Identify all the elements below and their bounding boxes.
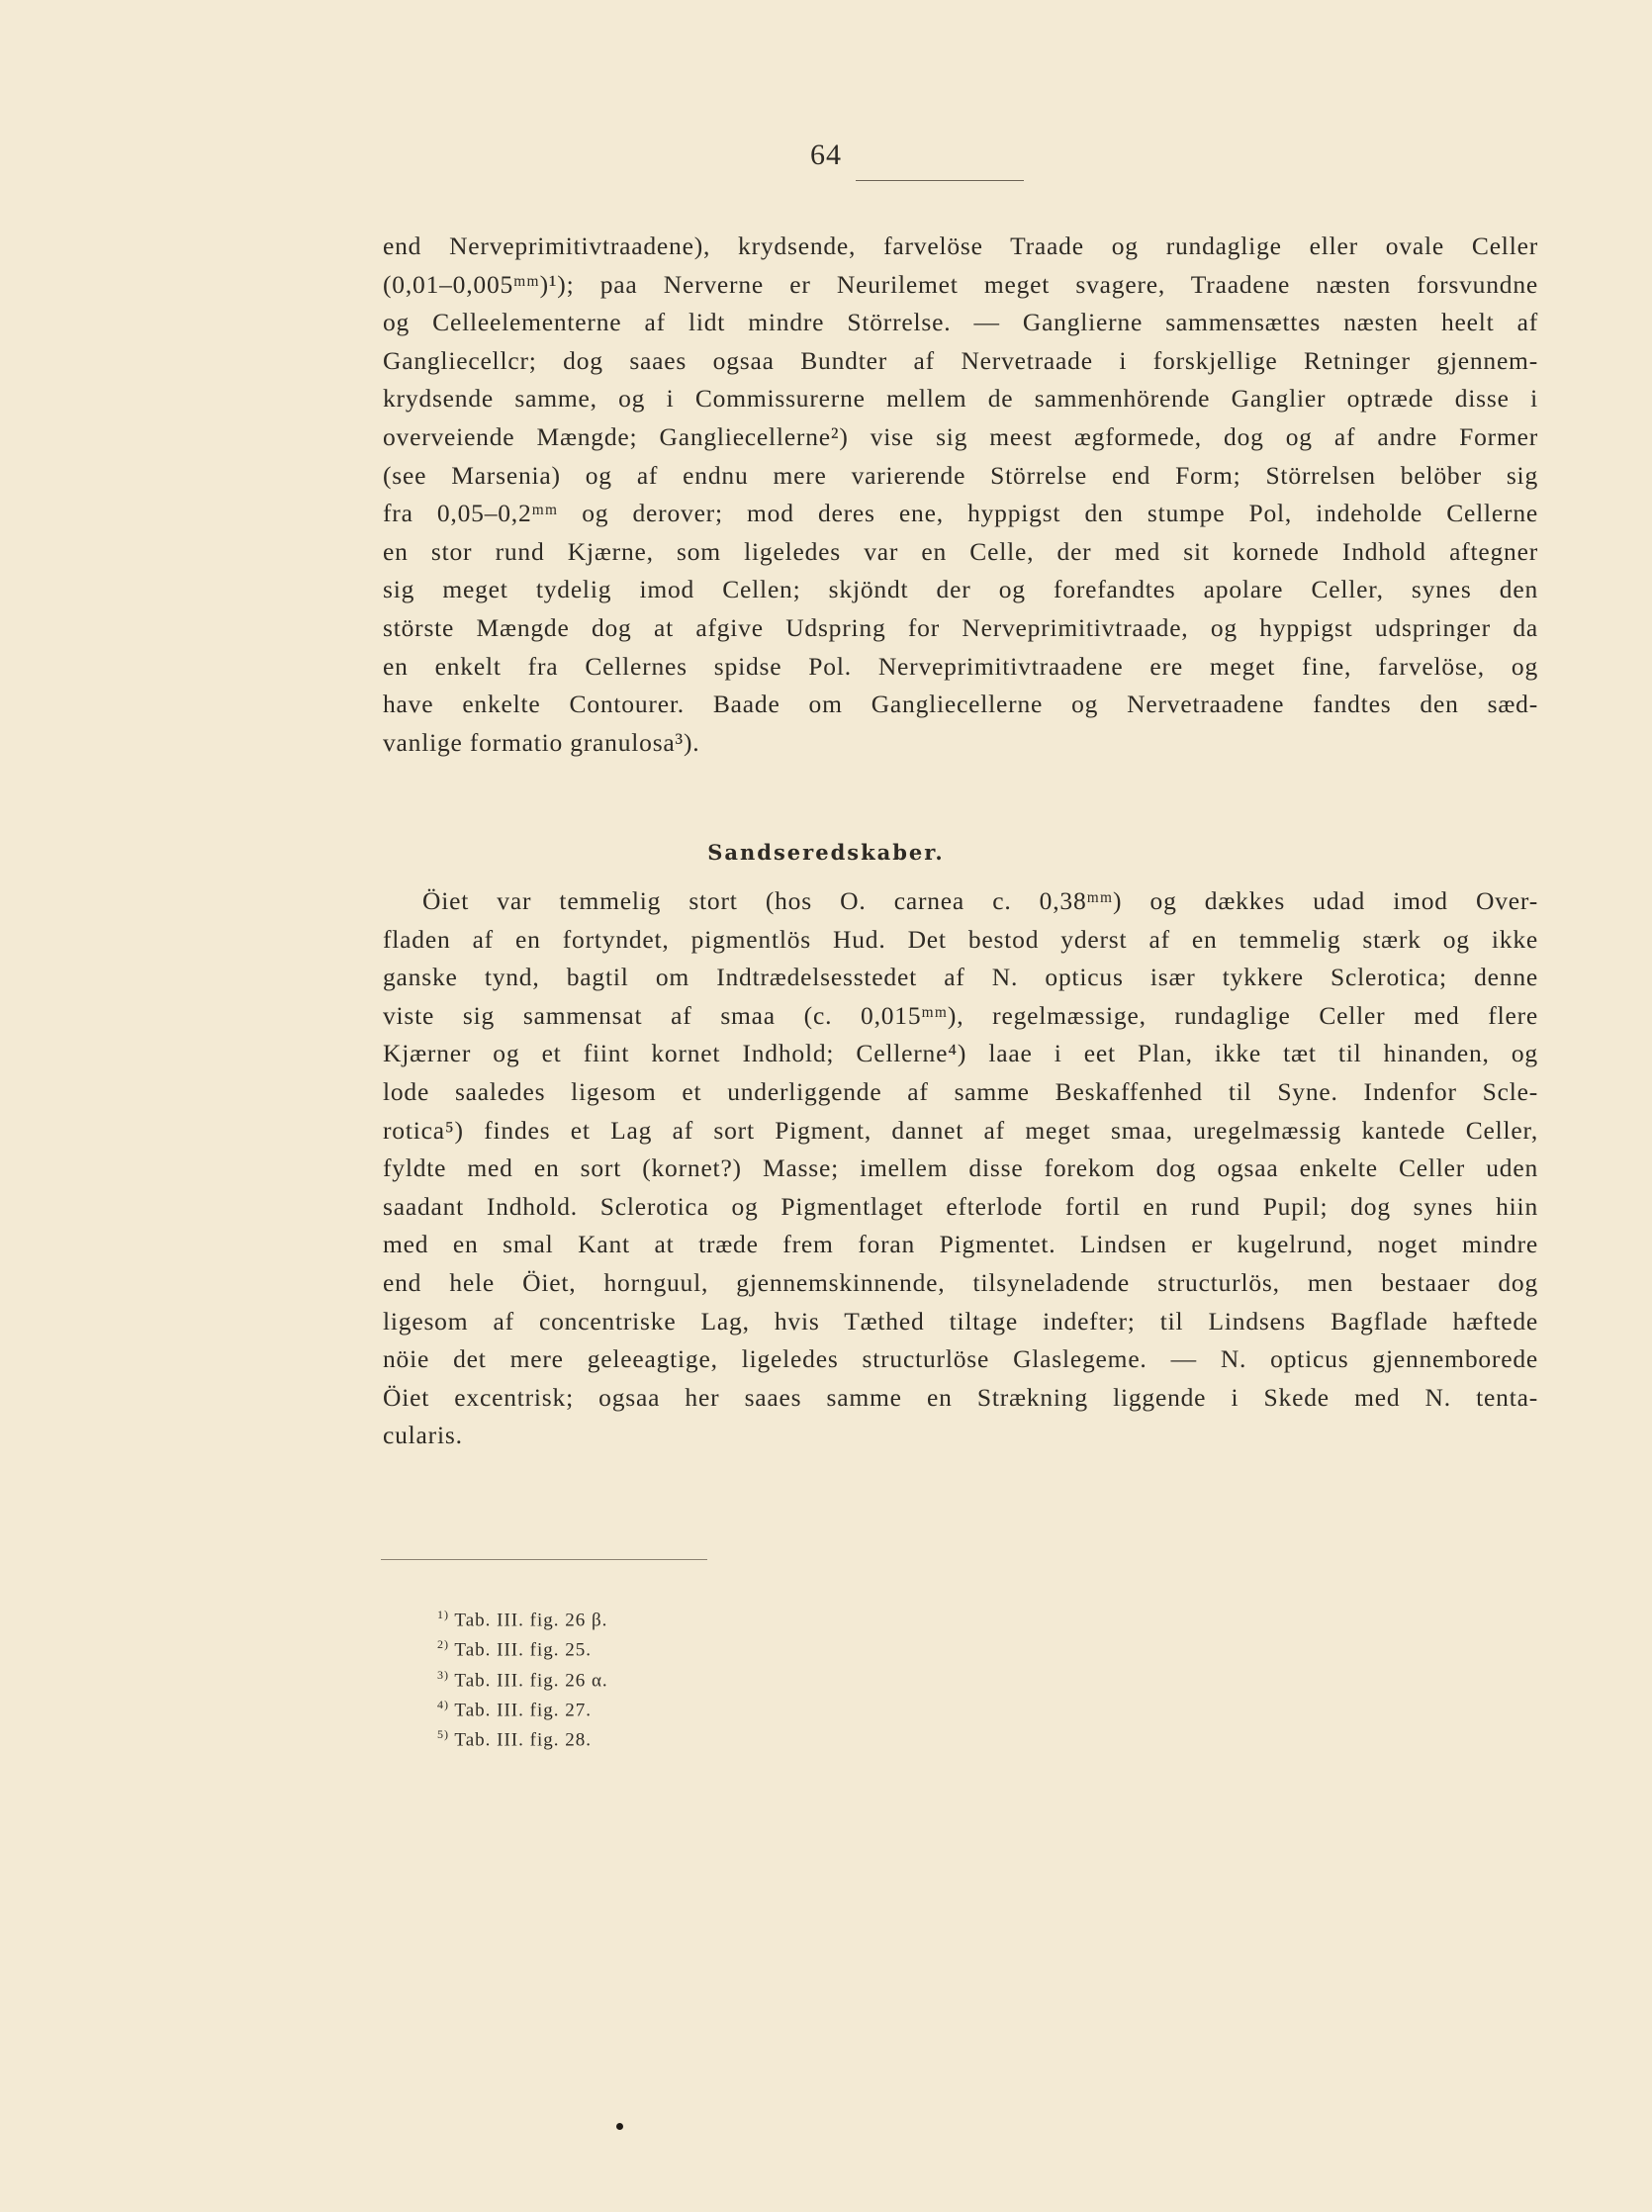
text-line: viste sig sammensat af smaa (c. 0,015ᵐᵐ), regelmæssige, rundaglige Celler med flere xyxy=(383,1000,1538,1030)
footnote-rule xyxy=(381,1559,707,1560)
text-line: end hele Öiet, hornguul, gjennemskinnende, tilsyneladende structurlös, men bestaaer dog xyxy=(383,1267,1538,1297)
footnote-text: Tab. III. fig. 26 α. xyxy=(454,1669,608,1691)
text-line: cularis. xyxy=(383,1421,463,1450)
footnote-mark: 1) xyxy=(437,1608,449,1621)
text-line: fyldte med en sort (kornet?) Masse; imellem disse forekom dog ogsaa enkelte Celler uden xyxy=(383,1153,1538,1183)
footnote xyxy=(437,1632,608,1662)
text-line: störste Mængde dog at afgive Udspring for Nerveprimitivtraade, og hyppigst udspringer da xyxy=(383,612,1538,642)
paragraph-sense-organs xyxy=(383,882,1538,1455)
text-line: nöie det mere geleeagtige, ligeledes structurlöse Glaslegeme. — N. opticus gjennemborede xyxy=(383,1344,1538,1374)
text-line: rotica⁵) findes et Lag af sort Pigment, dannet af meget smaa, uregelmæssig kantede Celler, xyxy=(383,1115,1538,1145)
footnotes xyxy=(437,1603,608,1753)
text-line: med en smal Kant at træde frem foran Pigmentet. Lindsen er kugelrund, noget mindre xyxy=(383,1230,1538,1259)
footnote xyxy=(437,1722,608,1752)
text-line: vanlige formatio granulosa³). xyxy=(383,727,700,757)
footnote-mark: 4) xyxy=(437,1697,449,1711)
text-line: sig meget tydelig imod Cellen; skjöndt der og forefandtes apolare Celler, synes den xyxy=(383,575,1538,604)
ink-dot xyxy=(616,2123,623,2130)
text-line: overveiende Mængde; Gangliecellerne²) vise sig meest ægformede, dog og af andre Former xyxy=(383,421,1538,451)
text-line: Öiet excentrisk; ogsaa her saaes samme en Strækning liggende i Skede med N. tenta- xyxy=(383,1382,1538,1412)
footnote-mark: 3) xyxy=(437,1667,449,1682)
page-number: 64 xyxy=(810,138,842,171)
text-line: en enkelt fra Cellernes spidse Pol. Nerveprimitivtraadene ere meget fine, farvelöse, og xyxy=(383,651,1538,681)
footnote xyxy=(437,1693,608,1722)
text-line: have enkelte Contourer. Baade om Gangliecellerne og Nervetraadene fandtes den sæd- xyxy=(383,690,1538,719)
text-line: fra 0,05–0,2ᵐᵐ og derover; mod deres ene, hyppigst den stumpe Pol, indeholde Cellerne xyxy=(383,499,1538,528)
page-number-rule xyxy=(856,180,1024,181)
text-line: Kjærner og et fiint kornet Indhold; Cellerne⁴) laae i eet Plan, ikke tæt til hinanden, og xyxy=(383,1039,1538,1068)
text-line: og Celleelementerne af lidt mindre Störrelse. — Ganglierne sammensættes næsten heelt af xyxy=(383,308,1538,337)
footnote-text: Tab. III. fig. 26 β. xyxy=(454,1610,608,1631)
text-line: fladen af en fortyndet, pigmentlös Hud. Det bestod yderst af en temmelig stærk og ikke xyxy=(383,924,1538,954)
text-line: end Nerveprimitivtraadene), krydsende, farvelöse Traade og rundaglige eller ovale Celler xyxy=(383,231,1538,260)
text-line: krydsende samme, og i Commissurerne mellem de sammenhörende Ganglier optræde disse i xyxy=(383,384,1538,414)
footnote-text: Tab. III. fig. 27. xyxy=(454,1700,592,1721)
text-line: ligesom af concentriske Lag, hvis Tæthed tiltage indefter; til Lindsens Bagflade hæftede xyxy=(383,1306,1538,1336)
footnote xyxy=(437,1603,608,1632)
text-line: Öiet var temmelig stort (hos O. carnea c. 0,38ᵐᵐ) og dækkes udad imod Over- xyxy=(422,886,1538,915)
text-line: Gangliecellcr; dog saaes ogsaa Bundter af Nervetraade i forskjellige Retninger gjennem- xyxy=(383,345,1538,375)
text-line: en stor rund Kjærne, som ligeledes var en Celle, der med sit kornede Indhold aftegner xyxy=(383,536,1538,566)
text-line: (0,01–0,005ᵐᵐ)¹); paa Nerverne er Neurilemet meget svagere, Traadene næsten forsvundne xyxy=(383,269,1538,299)
text-line: ganske tynd, bagtil om Indtrædelsesstedet af N. opticus især tykkere Sclerotica; denne xyxy=(383,963,1538,992)
text-line: lode saaledes ligesom et underliggende af samme Beskaffenhed til Syne. Indenfor Scle- xyxy=(383,1076,1538,1106)
footnote-mark: 5) xyxy=(437,1727,449,1742)
footnote xyxy=(437,1663,608,1693)
text-line: saadant Indhold. Sclerotica og Pigmentlaget efterlode fortil en rund Pupil; dog synes hiin xyxy=(383,1191,1538,1221)
footnote-text: Tab. III. fig. 28. xyxy=(454,1729,592,1751)
footnote-text: Tab. III. fig. 25. xyxy=(454,1639,592,1661)
paragraph-nervous-system xyxy=(383,228,1538,762)
section-heading: Sandseredskaber. xyxy=(707,840,945,865)
text-line: (see Marsenia) og af endnu mere varierende Störrelse end Form; Störrelsen belöber sig xyxy=(383,460,1538,490)
footnote-mark: 2) xyxy=(437,1637,449,1652)
